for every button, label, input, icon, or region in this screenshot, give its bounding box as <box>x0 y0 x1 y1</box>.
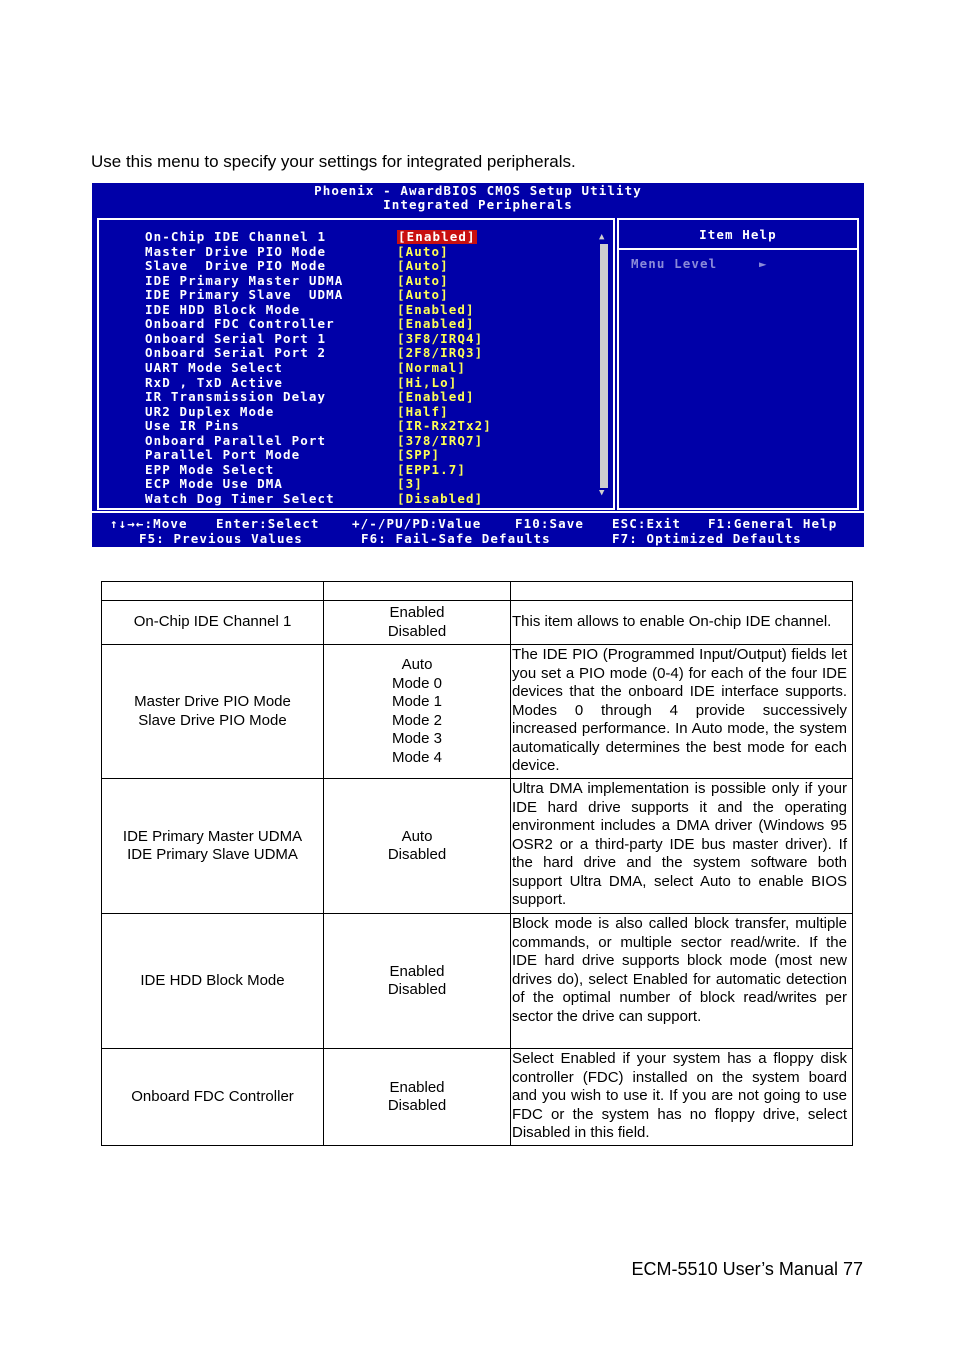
option-value: Mode 3 <box>391 730 443 747</box>
setting-value[interactable]: [3F8/IRQ4] <box>397 330 484 346</box>
footer-help: F1:General Help <box>708 516 838 531</box>
options-cell <box>324 645 511 779</box>
item-name: Onboard FDC Controller <box>131 1087 294 1105</box>
description-cell: Select Enabled if your system has a floppy disk controller (FDC) installed on the system board and you wish to use it. If you are not going to use FDC or the system has no floppy drive, select Disabled in this field. <box>511 1049 853 1146</box>
setting-label: IR Transmission Delay <box>145 389 327 405</box>
setting-value[interactable]: [2F8/IRQ3] <box>397 345 484 361</box>
menu-level-arrow-icon: ► <box>759 256 768 271</box>
setting-value[interactable]: [3] <box>397 476 423 492</box>
item-name: Slave Drive PIO Mode <box>138 711 287 729</box>
item-help-heading: Item Help <box>699 227 777 242</box>
footer-enter: Enter:Select <box>216 516 320 531</box>
option-value: Disabled <box>387 981 447 998</box>
description-cell: This item allows to enable On-chip IDE channel. <box>511 601 853 645</box>
setting-label: Onboard Serial Port 2 <box>145 345 327 361</box>
item-name-cell <box>102 779 324 914</box>
setting-value[interactable]: [Enabled] <box>398 229 476 244</box>
setting-label: Use IR Pins <box>145 418 240 434</box>
setting-value[interactable]: [Normal] <box>397 359 467 375</box>
setting-value[interactable]: [SPP] <box>397 447 441 463</box>
item-name: IDE Primary Master UDMA <box>122 827 303 845</box>
setting-label: Slave Drive PIO Mode <box>145 258 327 274</box>
footer-move: ↑↓→←:Move <box>110 516 188 531</box>
scrollbar[interactable] <box>599 232 609 500</box>
setting-label: Parallel Port Mode <box>145 447 301 463</box>
bios-subtitle: Integrated Peripherals <box>383 197 573 212</box>
item-name-cell <box>102 914 324 1049</box>
options-cell <box>324 779 511 914</box>
option-value: Disabled <box>387 622 447 640</box>
option-value: Mode 0 <box>391 674 443 692</box>
intro-text: Use this menu to specify your settings for integrated peripherals. <box>91 152 576 171</box>
setting-value[interactable]: [Enabled] <box>397 389 475 405</box>
description-cell: The IDE PIO (Programmed Input/Output) fields let you set a PIO mode (0-4) for each of the four IDE devices that the onboard IDE interface supports. Modes 0 through 4 provide successively increased performance. In Auto mode, the system automatically determines the best mode for each device. <box>511 645 853 779</box>
description-cell: Block mode is also called block transfer, multiple commands, or multiple sector read/write. If the IDE hard drive supports block mode (most new drives do), select Enabled for automatic detection of the optimal number of block read/writes per sector the drive can support. <box>511 914 853 1049</box>
option-value: Mode 1 <box>391 693 443 710</box>
setting-label: Onboard Parallel Port <box>145 432 327 448</box>
setting-label: RxD , TxD Active <box>145 374 284 390</box>
table-row <box>102 779 853 914</box>
scroll-down-arrow-icon[interactable]: ▼ <box>599 488 606 498</box>
option-value: Enabled <box>389 962 445 980</box>
option-value: Auto <box>401 656 433 673</box>
setting-value[interactable]: [Half] <box>397 403 449 419</box>
options-cell <box>324 1049 511 1146</box>
setting-value[interactable]: [Auto] <box>397 243 449 259</box>
footer-previous-values: F5: Previous Values <box>139 531 303 546</box>
item-name: IDE HDD Block Mode <box>140 971 285 989</box>
footer-failsafe-defaults: F6: Fail-Safe Defaults <box>361 531 551 546</box>
setting-label: UART Mode Select <box>145 359 284 375</box>
footer-value: +/-/PU/PD:Value <box>352 516 482 531</box>
setting-value[interactable]: [Auto] <box>397 258 449 274</box>
option-value: Disabled <box>387 846 447 863</box>
option-value: Enabled <box>389 1078 445 1096</box>
setting-value[interactable]: [Enabled] <box>397 301 475 317</box>
options-cell <box>324 914 511 1049</box>
setting-label: UR2 Duplex Mode <box>145 403 275 419</box>
setting-value[interactable]: [378/IRQ7] <box>397 432 484 448</box>
help-divider <box>619 248 857 250</box>
item-name-cell <box>102 1049 324 1146</box>
footer-save: F10:Save <box>515 516 585 531</box>
header-cell <box>102 582 324 601</box>
item-name: Master Drive PIO Mode <box>134 693 291 710</box>
table-row <box>102 1049 853 1146</box>
setting-label: On-Chip IDE Channel 1 <box>145 229 327 244</box>
item-name: On-Chip IDE Channel 1 <box>133 613 292 631</box>
option-value: Enabled <box>389 604 445 621</box>
bios-title: Phoenix - AwardBIOS CMOS Setup Utility <box>314 183 642 198</box>
option-value: Auto <box>401 827 433 845</box>
setting-value[interactable]: [Hi,Lo] <box>397 374 458 390</box>
setting-label: Onboard FDC Controller <box>145 316 335 332</box>
option-value: Mode 2 <box>391 711 443 729</box>
setting-label: ECP Mode Use DMA <box>145 476 284 492</box>
table-row <box>102 601 853 645</box>
table-header-row <box>102 582 853 601</box>
scroll-thumb[interactable] <box>600 244 608 488</box>
options-cell <box>324 601 511 645</box>
setting-value[interactable]: [EPP1.7] <box>397 461 467 477</box>
setting-label: Onboard Serial Port 1 <box>145 330 327 346</box>
page-footer: ECM-5510 User’s Manual 77 <box>631 1259 863 1279</box>
options-table <box>101 581 853 1146</box>
setting-label: EPP Mode Select <box>145 461 275 477</box>
setting-value[interactable]: [Auto] <box>397 287 449 303</box>
setting-value[interactable]: [IR-Rx2Tx2] <box>397 418 492 434</box>
setting-label: IDE HDD Block Mode <box>145 301 301 317</box>
footer-divider <box>92 511 864 513</box>
menu-level-label: Menu Level <box>631 256 718 271</box>
option-value: Disabled <box>387 1097 447 1114</box>
description-cell: Ultra DMA implementation is possible only if your IDE hard drive supports it and the operating environment includes a DMA driver (Windows 95 OSR2 or a third-party IDE bus master driver). If the hard drive and the system software both support Ultra DMA, select Auto to enable BIOS support. <box>511 779 853 914</box>
setting-value[interactable]: [Disabled] <box>397 490 484 506</box>
item-name: IDE Primary Slave UDMA <box>127 846 298 863</box>
bios-screenshot <box>92 183 864 547</box>
setting-label: IDE Primary Slave UDMA <box>145 287 344 303</box>
setting-label: IDE Primary Master UDMA <box>145 272 344 288</box>
setting-value[interactable]: [Enabled] <box>397 316 475 332</box>
item-name-cell <box>102 645 324 779</box>
setting-value[interactable]: [Auto] <box>397 272 449 288</box>
header-cell <box>511 582 853 601</box>
item-name-cell <box>102 601 324 645</box>
settings-panel <box>97 218 615 510</box>
help-panel <box>617 218 859 510</box>
footer-exit: ESC:Exit <box>612 516 682 531</box>
table-row <box>102 645 853 779</box>
table-row <box>102 914 853 1049</box>
setting-label: Master Drive PIO Mode <box>145 243 327 259</box>
header-cell <box>324 582 511 601</box>
option-value: Mode 4 <box>391 748 443 766</box>
setting-label: Watch Dog Timer Select <box>145 490 335 506</box>
scroll-up-arrow-icon[interactable]: ▲ <box>599 232 606 242</box>
footer-optimized-defaults: F7: Optimized Defaults <box>612 531 802 546</box>
